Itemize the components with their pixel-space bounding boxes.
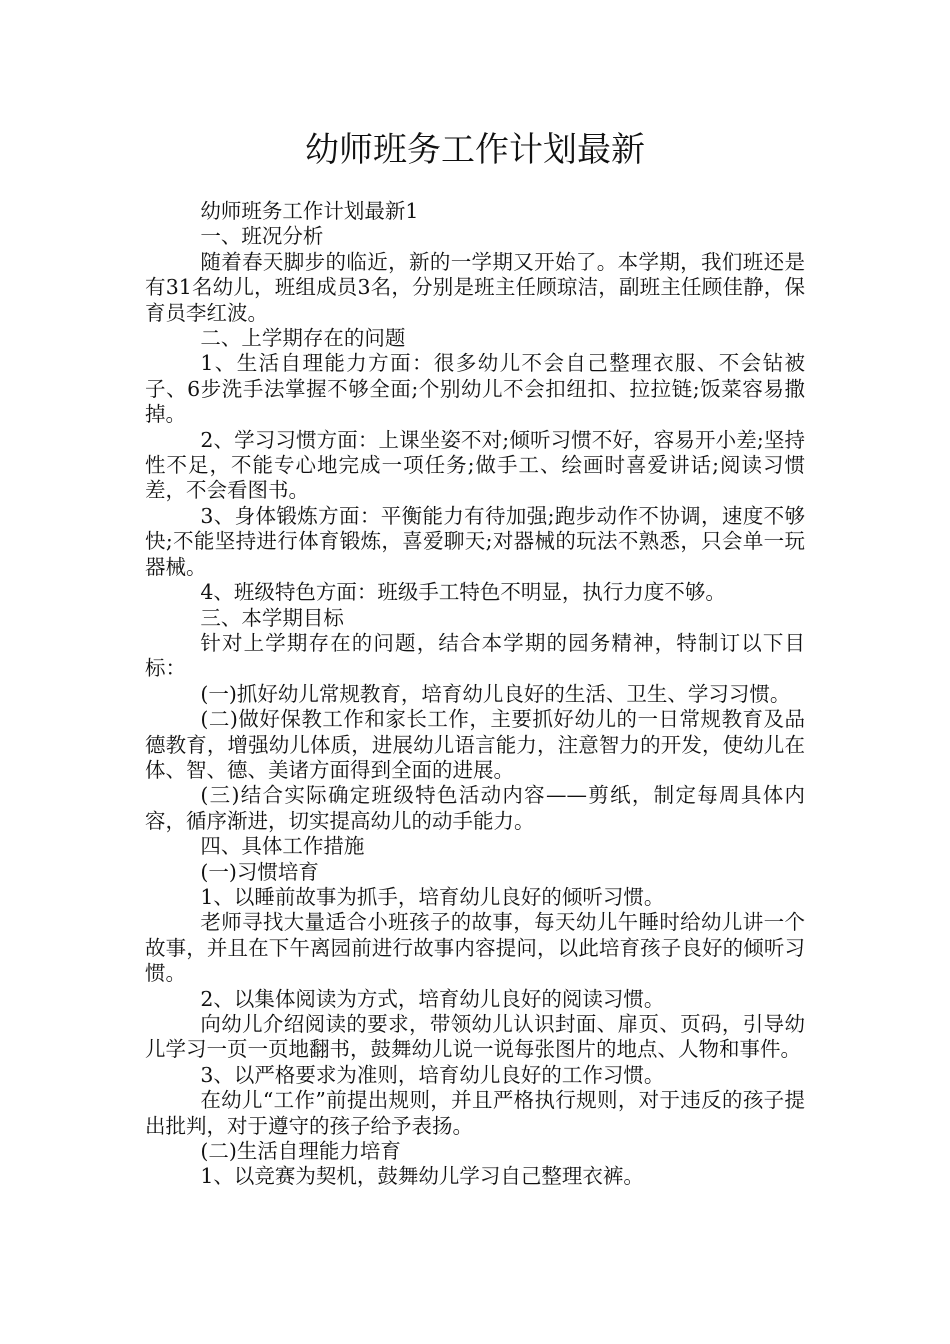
document-title: 幼师班务工作计划最新 [305, 130, 645, 170]
paragraph: 2、学习习惯方面：上课坐姿不对;倾听习惯不好，容易开小差;坚持性不足，不能专心地完成一项任务;做手工、绘画时喜爱讲话;阅读习惯差，不会看图书。 [145, 427, 805, 503]
paragraph: 老师寻找大量适合小班孩子的故事，每天幼儿午睡时给幼儿讲一个故事，并且在下午离园前进行故事内容提问，以此培育孩子良好的倾听习惯。 [145, 910, 805, 986]
paragraph: 2、以集体阅读为方式，培育幼儿良好的阅读习惯。 [200, 986, 665, 1011]
paragraph: 4、班级特色方面：班级手工特色不明显，执行力度不够。 [200, 580, 726, 605]
paragraph: 1、以睡前故事为抓手，培育幼儿良好的倾听习惯。 [200, 884, 665, 909]
paragraph: 针对上学期存在的问题，结合本学期的园务精神，特制订以下目标： [145, 630, 805, 681]
paragraph: 向幼儿介绍阅读的要求，带领幼儿认识封面、扉页、页码，引导幼儿学习一页一页地翻书，鼓舞幼儿说一说每张图片的地点、人物和事件。 [145, 1012, 805, 1062]
paragraph: 1、生活自理能力方面：很多幼儿不会自己整理衣服、不会钻被子、6步洗手法掌握不够全面;个别幼儿不会扣纽扣、拉拉链;饭菜容易撒掉。 [145, 351, 805, 427]
paragraph: 3、以严格要求为准则，培育幼儿良好的工作习惯。 [200, 1062, 665, 1087]
paragraph: 随着春天脚步的临近，新的一学期又开始了。本学期，我们班还是有31名幼儿，班组成员3名，分别是班主任顾琼洁，副班主任顾佳静，保育员李红波。 [145, 249, 805, 325]
paragraph: (三)结合实际确定班级特色活动内容——剪纸，制定每周具体内容，循序渐进，切实提高幼儿的动手能力。 [145, 783, 805, 833]
paragraph: (二)做好保教工作和家长工作，主要抓好幼儿的一日常规教育及品德教育，增强幼儿体质，进展幼儿语言能力，注意智力的开发，使幼儿在体、智、德、美诸方面得到全面的进展。 [145, 707, 805, 782]
paragraph: 1、以竞赛为契机，鼓舞幼儿学习自己整理衣裤。 [200, 1164, 644, 1189]
subsection-heading: (一)习惯培育 [200, 859, 319, 884]
paragraph: 幼师班务工作计划最新1 [200, 199, 419, 223]
section-heading: 四、具体工作措施 [200, 834, 365, 859]
paragraph: 3、身体锻炼方面：平衡能力有待加强;跑步动作不协调，速度不够快;不能坚持进行体育锻炼，喜爱聊天;对器械的玩法不熟悉，只会单一玩器械。 [145, 503, 805, 579]
subsection-heading: (二)生活自理能力培育 [200, 1139, 401, 1164]
section-heading: 三、本学期目标 [200, 605, 344, 630]
document-body [145, 199, 805, 1190]
section-heading: 一、班况分析 [200, 224, 324, 249]
paragraph: (一)抓好幼儿常规教育，培育幼儿良好的生活、卫生、学习习惯。 [200, 681, 791, 706]
section-heading: 二、上学期存在的问题 [200, 326, 406, 351]
paragraph: 在幼儿“工作”前提出规则，并且严格执行规则，对于违反的孩子提出批判，对于遵守的孩子给予表扬。 [145, 1088, 805, 1138]
